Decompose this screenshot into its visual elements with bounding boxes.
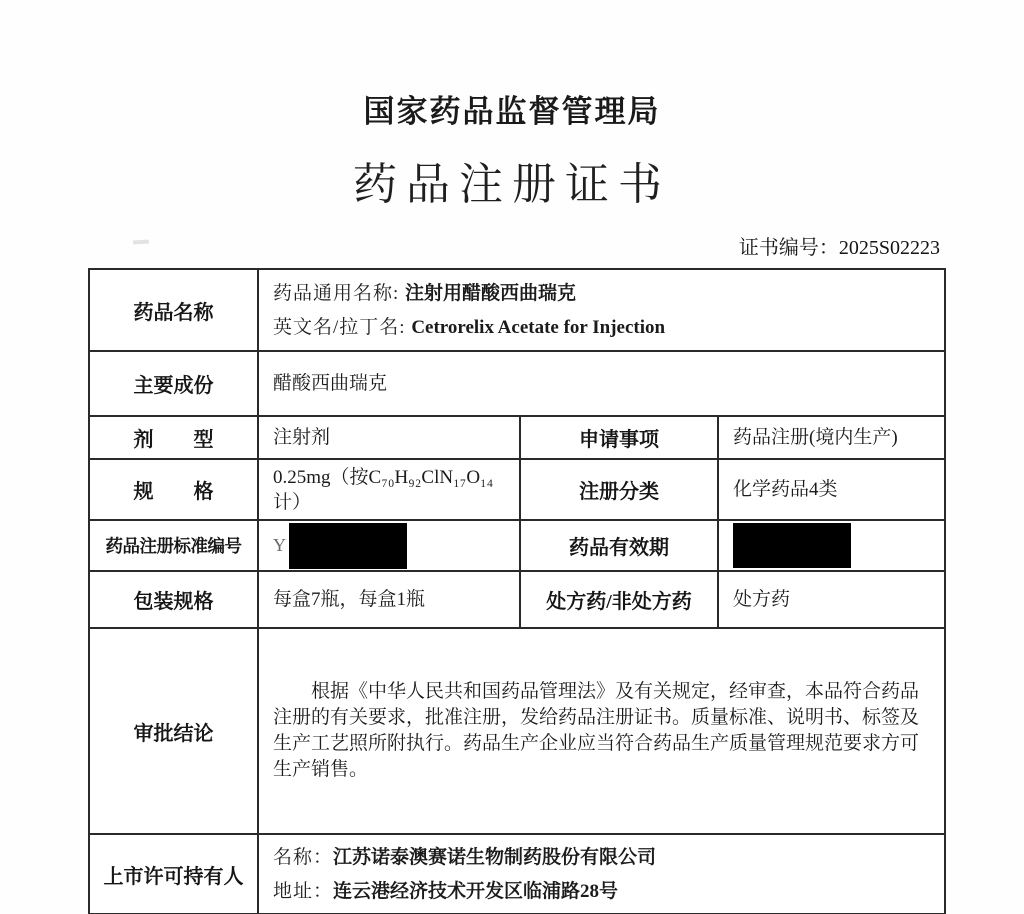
- certificate-number-label: 证书编号：: [738, 237, 839, 259]
- approval-conclusion-label: 审批结论: [90, 629, 259, 835]
- approval-conclusion-text: 根据《中华人民共和国药品管理法》及有关规定，经审查，本品符合药品注册的有关要求，批准注册，发给药品注册证书。质量标准、说明书、标签及生产工艺照所附执行。药品生产企业应当符合药品生产质量管理规范要求方可生产销售。: [273, 681, 920, 780]
- drug-name-label: 药品名称: [90, 270, 259, 352]
- standard-number-visible-fragment: Y: [273, 535, 286, 555]
- prescription-type-value: 处方药: [719, 572, 944, 629]
- certificate-table: [88, 268, 946, 914]
- document-title: 药品注册证书: [353, 160, 671, 209]
- validity-period-label: 药品有效期: [521, 521, 719, 572]
- specification-label: 规 格: [90, 460, 259, 521]
- holder-name-value: 江苏诺泰澳赛诺生物制药股份有限公司: [333, 846, 657, 868]
- certificate-number: [739, 231, 940, 260]
- agency-name: 国家药品监督管理局: [363, 94, 661, 129]
- prescription-type-label: 处方药/非处方药: [521, 572, 719, 629]
- holder-address-prefix: 地址：: [273, 880, 334, 902]
- registration-class-value: 化学药品4类: [719, 460, 944, 521]
- specification-value: 0.25mg（按C₇₀H₉₂ClN₁₇O₁₄计）: [259, 460, 521, 521]
- scan-artifact: [133, 240, 149, 245]
- standard-number-label: 药品注册标准编号: [90, 521, 259, 572]
- english-name-line: [273, 315, 665, 340]
- validity-period-value-cell: [719, 521, 944, 572]
- certificate-number-value: 2025S02223: [838, 237, 940, 259]
- package-spec-label: 包装规格: [90, 572, 259, 629]
- approval-conclusion-cell: [259, 629, 944, 835]
- holder-address-line: [273, 879, 618, 904]
- holder-name-line: [273, 845, 656, 870]
- dosage-form-value: 注射剂: [259, 417, 521, 460]
- english-name-prefix: 英文名/拉丁名:: [273, 316, 412, 338]
- standard-number-value-cell: [259, 521, 521, 572]
- holder-address-value: 连云港经济技术开发区临浦路28号: [333, 880, 619, 902]
- application-item-value: 药品注册(境内生产): [719, 417, 944, 460]
- generic-name-value: 注射用醋酸西曲瑞克: [405, 282, 577, 304]
- registration-class-label: 注册分类: [521, 460, 719, 521]
- generic-name-prefix: 药品通用名称:: [273, 282, 406, 304]
- drug-name-value-cell: [259, 270, 944, 352]
- license-holder-cell: [259, 835, 944, 913]
- holder-name-prefix: 名称：: [273, 846, 334, 868]
- license-holder-label: 上市许可持有人: [90, 835, 259, 913]
- main-ingredient-label: 主要成份: [90, 352, 259, 417]
- generic-name-line: [273, 281, 576, 306]
- dosage-form-label: 剂 型: [90, 417, 259, 460]
- english-name-value: Cetrorelix Acetate for Injection: [411, 316, 666, 338]
- standard-number-redaction-box: [289, 523, 407, 569]
- package-spec-value: 每盒7瓶，每盒1瓶: [259, 572, 521, 629]
- application-item-label: 申请事项: [521, 417, 719, 460]
- main-ingredient-value: 醋酸西曲瑞克: [259, 352, 944, 417]
- validity-period-redaction-box: [733, 523, 851, 568]
